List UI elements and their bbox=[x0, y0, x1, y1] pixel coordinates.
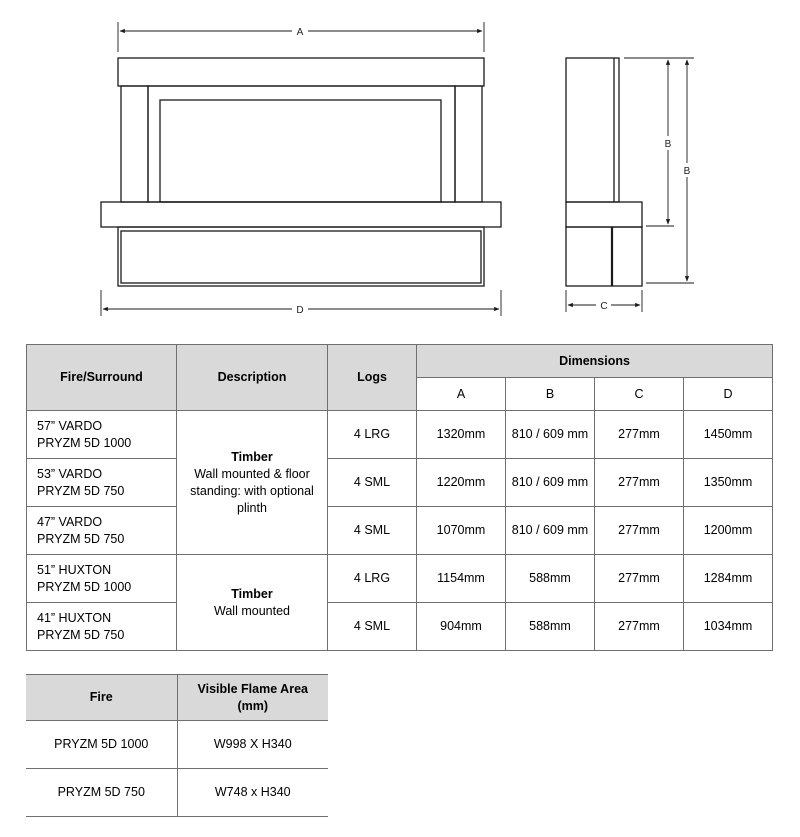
dimension-lines bbox=[101, 22, 694, 316]
dimension-label-a: A bbox=[296, 27, 304, 38]
header-dimensions: Dimensions bbox=[417, 345, 773, 378]
table-row bbox=[27, 603, 773, 651]
dimensions-table bbox=[26, 344, 773, 651]
table-row bbox=[26, 721, 328, 769]
description-cell bbox=[177, 555, 328, 651]
flame-area-cell: W998 X H340 bbox=[177, 721, 328, 769]
header-logs: Logs bbox=[328, 345, 417, 411]
header-dim-d: D bbox=[684, 378, 773, 411]
header-visible-flame-area: Visible Flame Area (mm) bbox=[177, 675, 328, 721]
dim-c-cell: 277mm bbox=[595, 507, 684, 555]
dim-a-cell: 1320mm bbox=[417, 411, 506, 459]
fire-name: PRYZM 5D 1000 bbox=[37, 579, 132, 594]
dim-c-cell: 277mm bbox=[595, 459, 684, 507]
fire-surround-cell bbox=[27, 603, 177, 651]
front-fire-opening-inner bbox=[160, 100, 441, 202]
flame-fire-cell: PRYZM 5D 750 bbox=[26, 769, 177, 817]
dim-a-cell: 1220mm bbox=[417, 459, 506, 507]
description-text: Wall mounted & floor standing: with optional plinth bbox=[190, 466, 314, 515]
front-top-beam bbox=[118, 58, 484, 86]
fireplace-dimension-diagram bbox=[0, 0, 800, 330]
flame-fire-cell: PRYZM 5D 1000 bbox=[26, 721, 177, 769]
side-plinth bbox=[566, 227, 642, 286]
front-shelf bbox=[101, 202, 501, 227]
header-dim-c: C bbox=[595, 378, 684, 411]
dim-a-cell: 1154mm bbox=[417, 555, 506, 603]
model-name: 41” HUXTON bbox=[37, 610, 112, 625]
fire-surround-cell bbox=[27, 459, 177, 507]
front-left-leg bbox=[121, 86, 148, 202]
fire-name: PRYZM 5D 750 bbox=[37, 627, 125, 642]
fire-name: PRYZM 5D 1000 bbox=[37, 435, 132, 450]
logs-cell: 4 SML bbox=[328, 507, 417, 555]
logs-cell: 4 SML bbox=[328, 603, 417, 651]
fire-surround-cell bbox=[27, 555, 177, 603]
logs-cell: 4 LRG bbox=[328, 555, 417, 603]
fire-name: PRYZM 5D 750 bbox=[37, 531, 125, 546]
table-row bbox=[27, 459, 773, 507]
dim-c-cell: 277mm bbox=[595, 411, 684, 459]
front-view bbox=[101, 58, 501, 286]
dim-a-cell: 904mm bbox=[417, 603, 506, 651]
table-row bbox=[27, 411, 773, 459]
fire-surround-cell bbox=[27, 507, 177, 555]
front-right-leg bbox=[455, 86, 482, 202]
flame-area-cell: W748 x H340 bbox=[177, 769, 328, 817]
side-shelf bbox=[566, 202, 642, 227]
dimension-label-d: D bbox=[296, 305, 304, 316]
logs-cell: 4 LRG bbox=[328, 411, 417, 459]
table-row bbox=[26, 769, 328, 817]
description-cell bbox=[177, 411, 328, 555]
dim-c-cell: 277mm bbox=[595, 555, 684, 603]
model-name: 53” VARDO bbox=[37, 466, 103, 481]
dim-b-cell: 810 / 609 mm bbox=[506, 507, 595, 555]
model-name: 51” HUXTON bbox=[37, 562, 112, 577]
dimension-label-b-outer: B bbox=[683, 166, 691, 177]
dim-b-cell: 588mm bbox=[506, 555, 595, 603]
dim-d-cell: 1200mm bbox=[684, 507, 773, 555]
front-plinth bbox=[118, 227, 484, 286]
dim-b-cell: 810 / 609 mm bbox=[506, 459, 595, 507]
table-row bbox=[27, 507, 773, 555]
table-row bbox=[27, 555, 773, 603]
flame-area-table bbox=[26, 674, 328, 817]
fire-name: PRYZM 5D 750 bbox=[37, 483, 125, 498]
model-name: 47” VARDO bbox=[37, 514, 103, 529]
fire-surround-cell bbox=[27, 411, 177, 459]
front-fire-opening-outer bbox=[148, 86, 455, 202]
dimension-label-b-inner: B bbox=[664, 139, 672, 150]
description-title: Timber bbox=[231, 449, 273, 464]
front-plinth-inner bbox=[121, 231, 481, 283]
header-dim-a: A bbox=[417, 378, 506, 411]
dim-d-cell: 1450mm bbox=[684, 411, 773, 459]
header-dim-b: B bbox=[506, 378, 595, 411]
dim-d-cell: 1350mm bbox=[684, 459, 773, 507]
header-fire: Fire bbox=[26, 675, 177, 721]
side-view bbox=[566, 58, 642, 286]
header-description: Description bbox=[177, 345, 328, 411]
model-name: 57” VARDO bbox=[37, 418, 103, 433]
dimension-label-c: C bbox=[600, 301, 608, 312]
dim-d-cell: 1284mm bbox=[684, 555, 773, 603]
description-text: Wall mounted bbox=[214, 603, 290, 618]
dim-b-cell: 810 / 609 mm bbox=[506, 411, 595, 459]
dim-b-cell: 588mm bbox=[506, 603, 595, 651]
description-title: Timber bbox=[231, 586, 273, 601]
dim-d-cell: 1034mm bbox=[684, 603, 773, 651]
dim-c-cell: 277mm bbox=[595, 603, 684, 651]
logs-cell: 4 SML bbox=[328, 459, 417, 507]
header-fire-surround: Fire/Surround bbox=[27, 345, 177, 411]
dim-a-cell: 1070mm bbox=[417, 507, 506, 555]
side-upper-body bbox=[566, 58, 619, 202]
